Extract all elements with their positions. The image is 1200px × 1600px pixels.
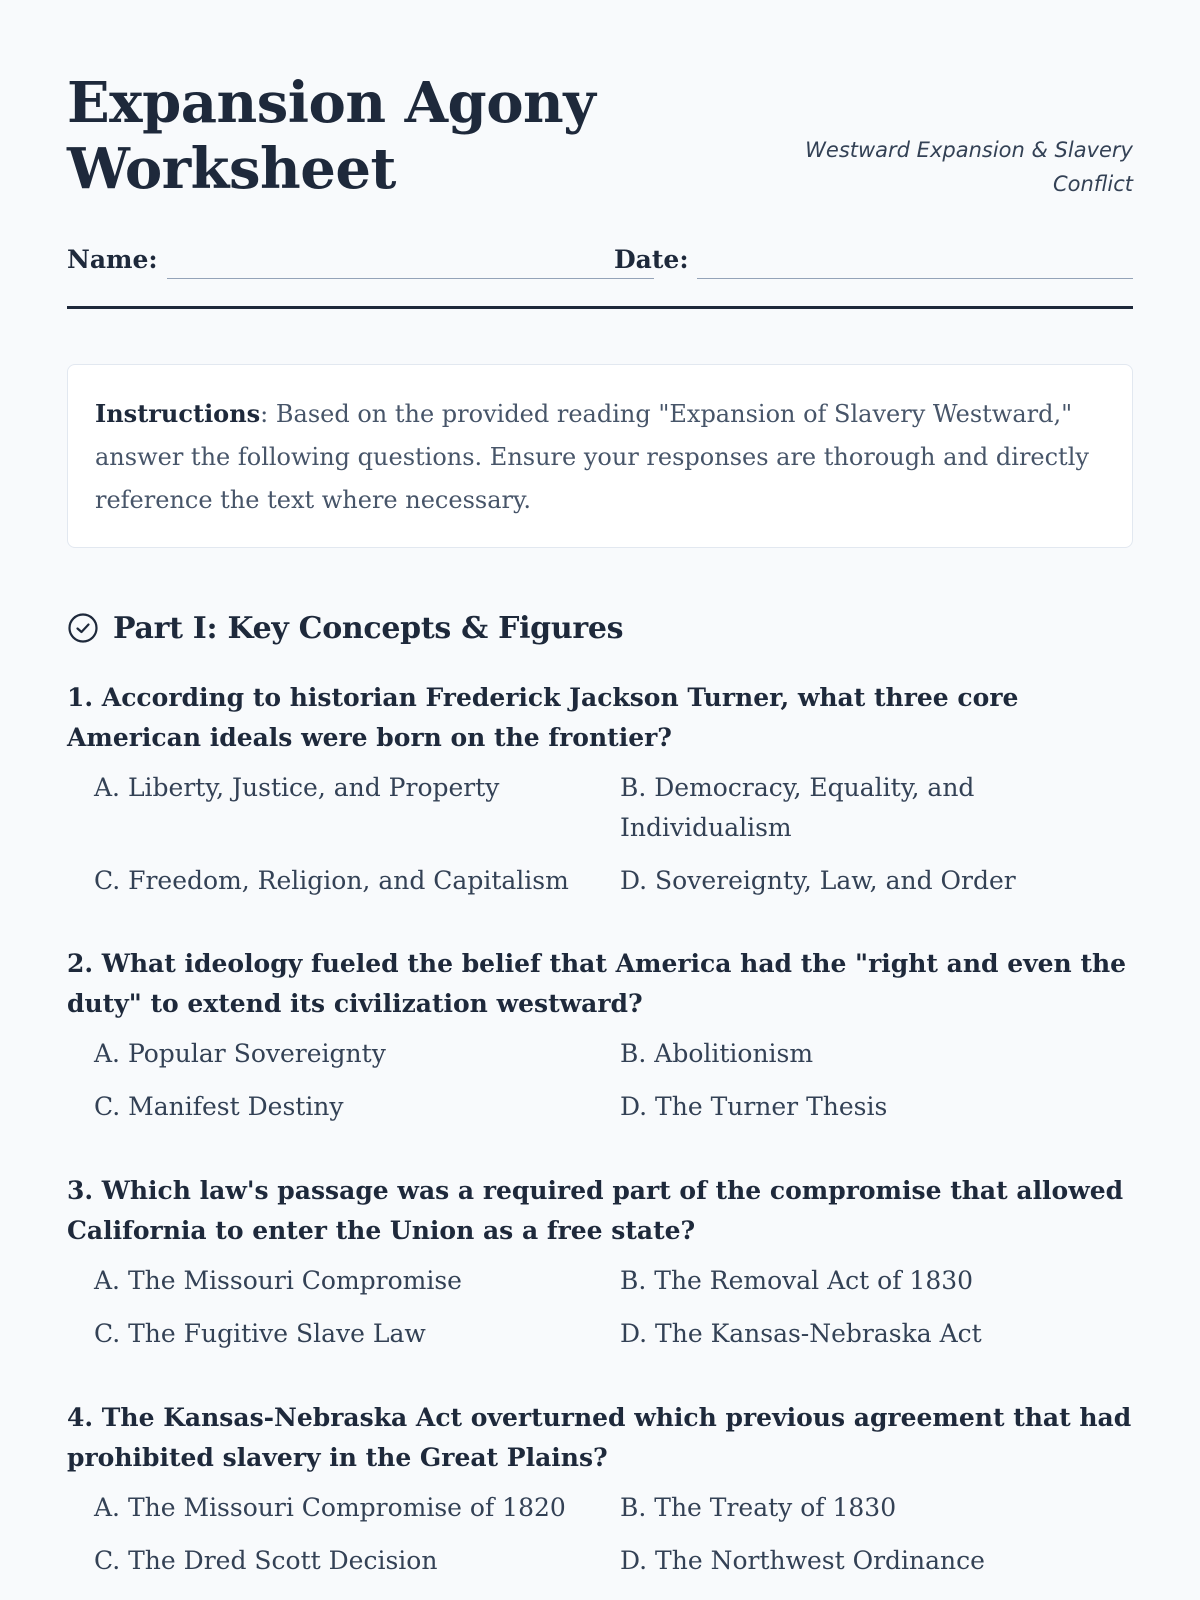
worksheet-page <box>67 0 1133 1575</box>
name-date-fields <box>67 240 1133 280</box>
answer-options <box>94 1488 1133 1580</box>
name-field[interactable] <box>167 278 654 279</box>
option-d[interactable]: D. The Kansas-Nebraska Act <box>620 1319 982 1348</box>
option-c[interactable]: C. Manifest Destiny <box>94 1092 344 1121</box>
instructions-label: Instructions <box>95 399 261 428</box>
option-c[interactable]: C. The Fugitive Slave Law <box>94 1319 426 1348</box>
question-text: 4. The Kansas-Nebraska Act overturned which previous agreement that had prohibited slavery in the Great Plains? <box>67 1403 1132 1472</box>
option-a[interactable]: A. The Missouri Compromise <box>94 1266 462 1295</box>
question-4 <box>67 1398 1133 1580</box>
date-label: Date: <box>614 245 689 274</box>
instructions-text: : Based on the provided reading "Expansion of Slavery Westward," answer the following questions. Ensure your responses are thorough and directly reference the text where necessary. <box>95 400 1089 514</box>
check-circle-icon <box>67 612 99 644</box>
section-title: Part I: Key Concepts & Figures <box>113 610 624 646</box>
section-header <box>67 604 623 652</box>
question-3 <box>67 1171 1133 1353</box>
page-title: Expansion Agony Worksheet <box>67 70 596 202</box>
header-divider <box>67 306 1133 309</box>
question-2 <box>67 944 1133 1126</box>
question-text: 2. What ideology fueled the belief that America had the "right and even the duty" to extend its civilization westward? <box>67 949 1127 1018</box>
option-b[interactable]: B. The Treaty of 1830 <box>620 1493 897 1522</box>
option-c[interactable]: C. The Dred Scott Decision <box>94 1546 438 1575</box>
option-a[interactable]: A. The Missouri Compromise of 1820 <box>94 1493 566 1522</box>
option-c[interactable]: C. Freedom, Religion, and Capitalism <box>94 866 569 895</box>
option-d[interactable]: D. The Turner Thesis <box>620 1092 888 1121</box>
option-d[interactable]: D. The Northwest Ordinance <box>620 1546 985 1575</box>
option-b[interactable]: B. Democracy, Equality, and Individualism <box>620 773 975 842</box>
answer-options <box>94 1034 1133 1126</box>
answer-options <box>94 1261 1133 1353</box>
date-field[interactable] <box>697 278 1133 279</box>
option-a[interactable]: A. Popular Sovereignty <box>94 1039 386 1068</box>
question-text: 1. According to historian Frederick Jackson Turner, what three core American ideals were born on the frontier? <box>67 683 1019 752</box>
option-d[interactable]: D. Sovereignty, Law, and Order <box>620 866 1016 895</box>
answer-options <box>94 768 1133 900</box>
option-b[interactable]: B. The Removal Act of 1830 <box>620 1266 974 1295</box>
instructions-box <box>67 364 1133 548</box>
name-label: Name: <box>67 245 158 274</box>
option-b[interactable]: B. Abolitionism <box>620 1039 814 1068</box>
page-subtitle: Westward Expansion & Slavery Conflict <box>805 138 1133 196</box>
option-a[interactable]: A. Liberty, Justice, and Property <box>94 773 500 802</box>
question-1 <box>67 678 1133 900</box>
worksheet-header <box>67 0 1133 300</box>
question-text: 3. Which law's passage was a required part of the compromise that allowed California to enter the Union as a free state? <box>67 1176 1124 1245</box>
